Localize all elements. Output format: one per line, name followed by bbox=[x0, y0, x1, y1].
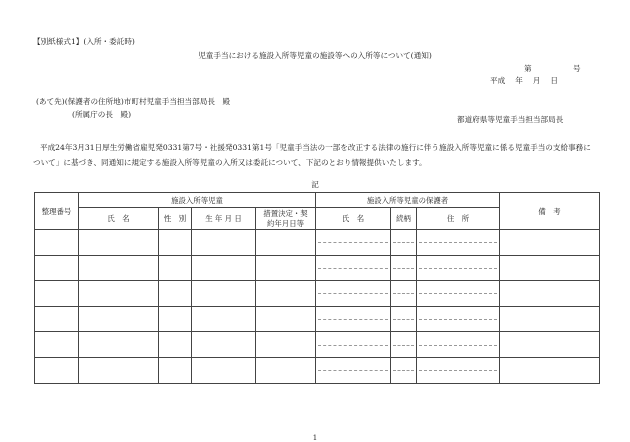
table-cell bbox=[192, 306, 256, 332]
table-cell bbox=[316, 255, 391, 281]
date-line bbox=[490, 76, 568, 85]
table-cell bbox=[79, 357, 159, 383]
table-cell bbox=[391, 306, 417, 332]
col-registry-no: 整理番号 bbox=[35, 193, 79, 230]
col-guardian-name: 氏 名 bbox=[316, 208, 391, 230]
addressee-line-2: (所属庁の長 殿) bbox=[72, 110, 132, 119]
table-cell bbox=[417, 255, 500, 281]
table-cell bbox=[192, 281, 256, 307]
table-cell bbox=[159, 230, 192, 256]
table-row bbox=[35, 357, 600, 383]
sender: 都道府県等児童手当担当部局長 bbox=[457, 115, 564, 124]
table-cell bbox=[316, 332, 391, 358]
body-text: 平成24年3月31日厚生労働省雇児発0331第7号・社援発0331第1号「児童手当法の一部を改正する法律の施行に伴う施設入所等児童に係る児童手当の支給事務について」に基づき、同通知に規定する施設入所等児童の入所又は委託について、下記のとおり情報提供いたします。 bbox=[33, 143, 591, 167]
table-cell bbox=[316, 306, 391, 332]
table-cell bbox=[79, 281, 159, 307]
group-child: 施設入所等児童 bbox=[79, 193, 316, 208]
table-cell bbox=[391, 357, 417, 383]
table-cell bbox=[256, 306, 316, 332]
table-cell bbox=[417, 306, 500, 332]
page-number: 1 bbox=[312, 434, 318, 442]
col-child-sex: 性 別 bbox=[159, 208, 192, 230]
col-child-decision-date bbox=[256, 208, 316, 230]
table-cell bbox=[79, 255, 159, 281]
table-row bbox=[35, 332, 600, 358]
table-cell bbox=[417, 230, 500, 256]
table-cell bbox=[256, 255, 316, 281]
table-cell bbox=[159, 306, 192, 332]
table-cell bbox=[391, 230, 417, 256]
table-cell bbox=[417, 281, 500, 307]
table-cell bbox=[500, 255, 600, 281]
col-child-birthdate: 生 年 月 日 bbox=[192, 208, 256, 230]
date-era: 平成 bbox=[490, 76, 506, 85]
document-number-suffix: 号 bbox=[573, 64, 581, 73]
table-cell bbox=[79, 230, 159, 256]
table-cell bbox=[500, 306, 600, 332]
col-remarks: 備 考 bbox=[500, 193, 600, 230]
ki-label: 記 bbox=[311, 180, 319, 189]
table-cell bbox=[192, 255, 256, 281]
table-cell bbox=[316, 230, 391, 256]
table-cell bbox=[35, 306, 79, 332]
table-cell bbox=[35, 357, 79, 383]
table-cell bbox=[35, 281, 79, 307]
table-cell bbox=[500, 357, 600, 383]
table-cell bbox=[192, 357, 256, 383]
table-cell bbox=[159, 255, 192, 281]
col-child-decision-date-line1: 措置決定・契 bbox=[263, 209, 308, 219]
document-title: 児童手当における施設入所等児童の施設等への入所等について(通知) bbox=[198, 51, 432, 60]
table-cell bbox=[35, 255, 79, 281]
table-cell bbox=[391, 255, 417, 281]
table-cell bbox=[256, 332, 316, 358]
group-guardian: 施設入所等児童の保護者 bbox=[316, 193, 500, 208]
date-month: 月 bbox=[532, 76, 541, 85]
table-cell bbox=[500, 281, 600, 307]
table-cell bbox=[417, 357, 500, 383]
table-cell bbox=[256, 230, 316, 256]
table-cell bbox=[159, 357, 192, 383]
table-row bbox=[35, 255, 600, 281]
table-row bbox=[35, 230, 600, 256]
table-cell bbox=[316, 281, 391, 307]
table-row bbox=[35, 281, 600, 307]
table-cell bbox=[316, 357, 391, 383]
table-header-row-1 bbox=[35, 193, 600, 208]
table-cell bbox=[35, 332, 79, 358]
table-row bbox=[35, 306, 600, 332]
document-number-label: 第 bbox=[524, 64, 532, 73]
col-child-name: 氏 名 bbox=[79, 208, 159, 230]
date-year: 年 bbox=[515, 76, 523, 85]
table-cell bbox=[500, 230, 600, 256]
table-cell bbox=[192, 230, 256, 256]
table-cell bbox=[500, 332, 600, 358]
col-child-decision-date-line2: 約年月日等 bbox=[267, 218, 304, 228]
table-cell bbox=[159, 281, 192, 307]
table-cell bbox=[417, 332, 500, 358]
date-day: 日 bbox=[550, 76, 558, 85]
table-cell bbox=[391, 332, 417, 358]
addressee-line-1: (あて先)(保護者の住所地)市町村児童手当担当部局長 殿 bbox=[36, 97, 231, 106]
table-cell bbox=[256, 357, 316, 383]
table-cell bbox=[159, 332, 192, 358]
col-guardian-relationship: 続柄 bbox=[391, 208, 417, 230]
table-cell bbox=[256, 281, 316, 307]
col-guardian-address: 住 所 bbox=[417, 208, 500, 230]
table-cell bbox=[79, 332, 159, 358]
table-cell bbox=[391, 281, 417, 307]
table-cell bbox=[35, 230, 79, 256]
table-cell bbox=[79, 306, 159, 332]
table-cell bbox=[192, 332, 256, 358]
registry-table bbox=[34, 192, 600, 384]
form-tag: 【別紙様式1】(入所・委託時) bbox=[33, 37, 135, 46]
